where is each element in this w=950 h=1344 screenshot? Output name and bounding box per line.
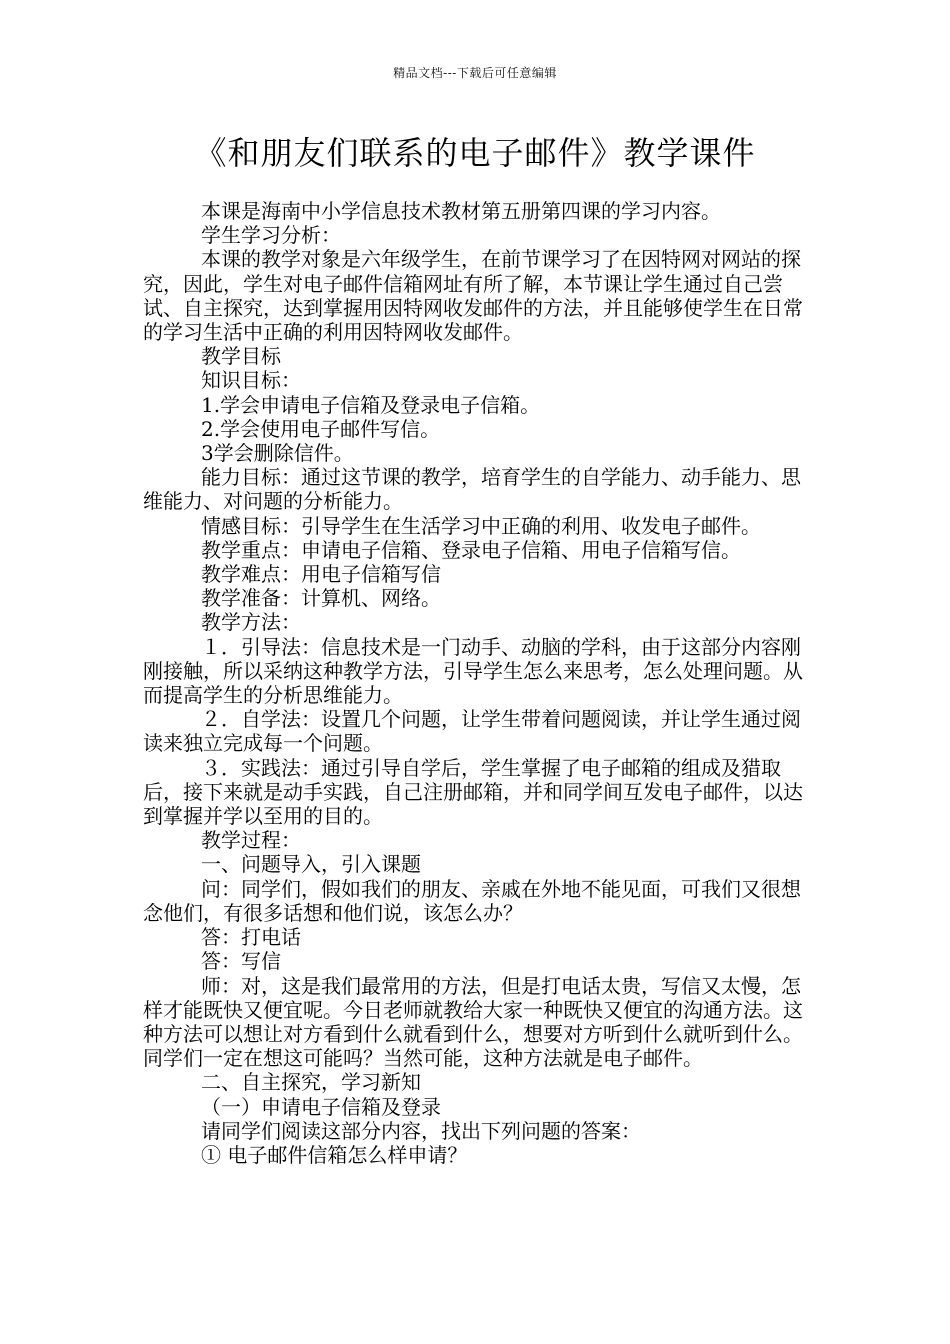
paragraph: 教学难点：用电子信箱写信 xyxy=(201,562,441,587)
list-item: 3学会删除信件。 xyxy=(201,441,354,466)
paragraph: 问：同学们，假如我们的朋友、亲戚在外地不能见面，可我们又很想念他们，有很多话想和他们说，该怎么办？ xyxy=(143,876,801,925)
page-header: 精品文档---下载后可任意编辑 xyxy=(393,66,557,80)
paragraph: 教学方法： xyxy=(201,610,301,635)
paragraph: 能力目标：通过这节课的教学，培育学生的自学能力、动手能力、思维能力、对问题的分析能力。 xyxy=(143,465,801,514)
paragraph: 本课是海南中小学信息技术教材第五册第四课的学习内容。 xyxy=(201,199,721,223)
subsection-heading: （一）申请电子信箱及登录 xyxy=(201,1094,441,1119)
document-body xyxy=(143,199,815,1167)
paragraph: 答：写信 xyxy=(201,949,281,974)
paragraph: 教学准备：计算机、网络。 xyxy=(201,586,441,611)
list-item: ① 电子邮件信箱怎么样申请？ xyxy=(201,1142,468,1167)
paragraph: 学生学习分析： xyxy=(201,223,341,248)
section-heading: 教学目标 xyxy=(201,344,281,369)
list-item: １．引导法：信息技术是一门动手、动脑的学科，由于这部分内容刚刚接触，所以采纳这种教学方法，引导学生怎么来思考，怎么处理问题。从而提高学生的分析思维能力。 xyxy=(143,634,803,708)
document-title: 《和朋友们联系的电子邮件》教学课件 xyxy=(194,134,756,172)
paragraph: 本课的教学对象是六年级学生，在前节课学习了在因特网对网站的探究，因此，学生对电子邮件信箱网址有所了解，本节课让学生通过自己尝试、自主探究，达到掌握用因特网收发邮件的方法，并且能够使学生在日常的学习生活中正确的利用因特网收发邮件。 xyxy=(143,247,803,345)
paragraph: 答：打电话 xyxy=(201,925,301,950)
list-item: 2.学会使用电子邮件写信。 xyxy=(201,416,441,441)
list-item: ３．实践法：通过引导自学后，学生掌握了电子邮箱的组成及猎取后，接下来就是动手实践，自己注册邮箱，并和同学间互发电子邮件，以达到掌握并学以至用的目的。 xyxy=(143,755,803,829)
section-heading: 二、自主探究，学习新知 xyxy=(201,1070,421,1095)
paragraph: 教学重点：申请电子信箱、登录电子信箱、用电子信箱写信。 xyxy=(201,537,741,562)
paragraph: 师：对，这是我们最常用的方法，但是打电话太贵，写信又太慢，怎样才能既快又便宜呢。今日老师就教给大家一种既快又便宜的沟通方法。这种方法可以想让对方看到什么就看到什么，想要对方听到什么就听到什么。同学们一定在想这可能吗？当然可能，这种方法就是电子邮件。 xyxy=(143,973,803,1071)
list-item: 1.学会申请电子信箱及登录电子信箱。 xyxy=(201,392,541,417)
section-heading: 一、问题导入，引入课题 xyxy=(201,852,421,877)
list-item: ２．自学法：设置几个问题，让学生带着问题阅读，并让学生通过阅读来独立完成每一个问题。 xyxy=(143,707,801,756)
paragraph: 教学过程： xyxy=(201,828,301,853)
paragraph: 知识目标： xyxy=(201,368,301,393)
paragraph: 情感目标：引导学生在生活学习中正确的利用、收发电子邮件。 xyxy=(201,513,761,538)
paragraph: 请同学们阅读这部分内容，找出下列问题的答案： xyxy=(201,1118,641,1143)
